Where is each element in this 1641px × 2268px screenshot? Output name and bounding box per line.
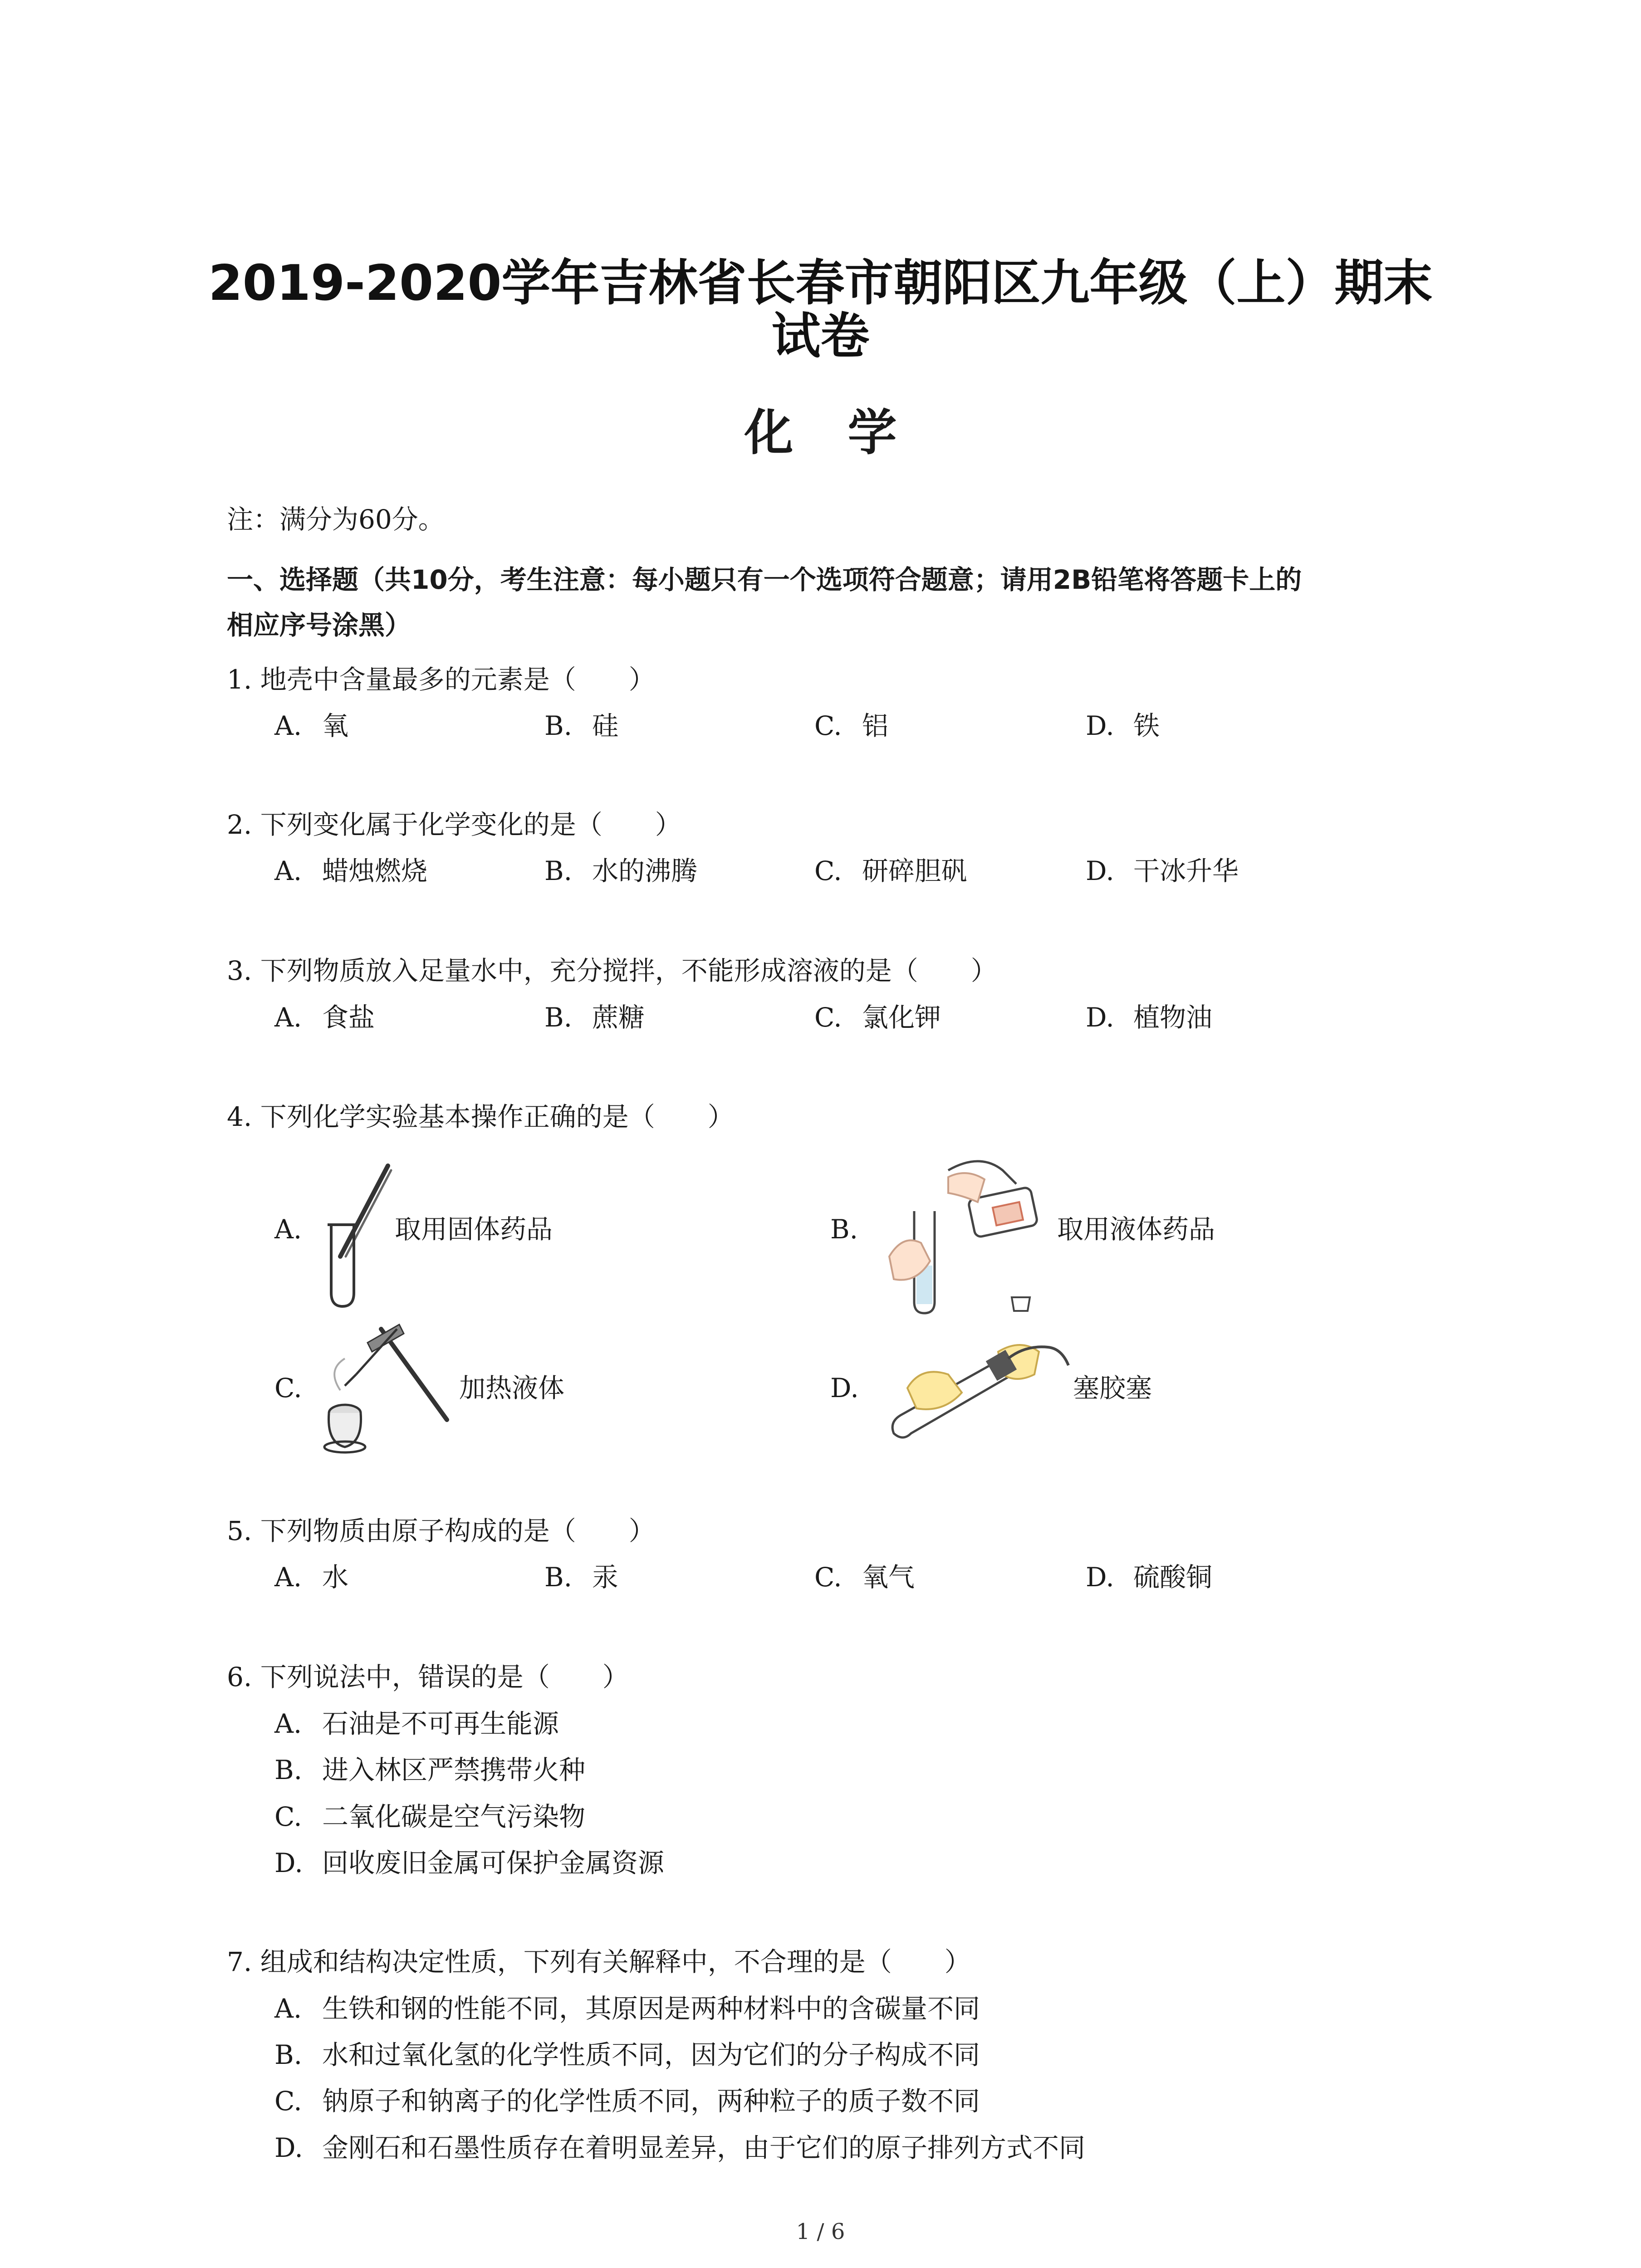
exam-title-line1: 2019-2020学年吉林省长春市朝阳区九年级（上）期末 xyxy=(208,255,1433,312)
option-text: 蜡烛燃烧 xyxy=(322,855,428,886)
q5-option-c[interactable] xyxy=(814,1559,915,1595)
option-letter: C. xyxy=(274,2086,302,2116)
option-letter: C. xyxy=(814,1562,842,1593)
option-letter: C. xyxy=(814,710,842,741)
option-text: 生铁和钢的性能不同，其原因是两种材料中的含碳量不同 xyxy=(322,1993,980,2024)
option-text: 水 xyxy=(322,1562,349,1593)
page-number: 1 / 6 xyxy=(796,2219,845,2244)
option-text: 植物油 xyxy=(1133,1002,1213,1033)
question-5-stem: 5. 下列物质由原子构成的是（ ） xyxy=(227,1515,655,1546)
option-text: 进入林区严禁携带火种 xyxy=(322,1755,586,1785)
q2-option-a[interactable] xyxy=(274,853,427,889)
inserting-stopper-icon xyxy=(889,1334,1075,1447)
option-letter: D. xyxy=(274,1848,303,1878)
question-1-stem: 1. 地壳中含量最多的元素是（ ） xyxy=(227,664,655,695)
option-letter: A. xyxy=(274,1708,302,1739)
option-letter: B. xyxy=(544,855,573,886)
q7-option-a[interactable] xyxy=(274,1990,980,2027)
q1-option-d[interactable] xyxy=(1086,708,1160,744)
q5-option-d[interactable] xyxy=(1086,1559,1212,1595)
option-letter: A. xyxy=(274,1002,302,1033)
question-6-stem: 6. 下列说法中，错误的是（ ） xyxy=(227,1662,629,1692)
q6-option-d[interactable] xyxy=(274,1845,664,1881)
option-text: 硫酸铜 xyxy=(1133,1562,1213,1593)
option-text: 蔗糖 xyxy=(592,1002,645,1033)
option-text: 硅 xyxy=(592,710,619,741)
option-letter: B. xyxy=(544,1562,573,1593)
option-letter: B. xyxy=(830,1214,858,1245)
option-letter: D. xyxy=(1086,855,1114,886)
option-letter: D. xyxy=(1086,1562,1114,1593)
option-letter: A. xyxy=(274,1214,302,1245)
q2-option-c[interactable] xyxy=(814,853,967,889)
pouring-liquid-icon xyxy=(880,1152,1062,1325)
section-heading-line1: 一、选择题（共10分，考生注意：每小题只有一个选项符合题意；请用2B铅笔将答题卡上的 xyxy=(227,564,1302,595)
q7-option-c[interactable] xyxy=(274,2083,980,2119)
option-letter: A. xyxy=(274,1993,302,2024)
q4-d-label: 塞胶塞 xyxy=(1073,1373,1152,1403)
q1-option-b[interactable] xyxy=(544,708,618,744)
option-text: 氧气 xyxy=(862,1562,915,1593)
q4-c-label: 加热液体 xyxy=(459,1373,565,1403)
q4-option-d[interactable] xyxy=(830,1370,878,1406)
option-letter: A. xyxy=(274,855,302,886)
option-letter: B. xyxy=(544,710,573,741)
option-letter: D. xyxy=(1086,1002,1114,1033)
score-note: 注：满分为60分。 xyxy=(227,504,445,535)
q6-option-a[interactable] xyxy=(274,1706,559,1742)
q3-option-a[interactable] xyxy=(274,999,375,1036)
q5-option-a[interactable] xyxy=(274,1559,348,1595)
option-letter: D. xyxy=(1086,710,1114,741)
section-heading-line2: 相应序号涂黑） xyxy=(227,610,411,640)
option-text: 铝 xyxy=(862,710,889,741)
q7-option-d[interactable] xyxy=(274,2130,1085,2166)
option-letter: C. xyxy=(274,1801,302,1832)
option-text: 钠原子和钠离子的化学性质不同，两种粒子的质子数不同 xyxy=(322,2086,980,2116)
q4-b-label: 取用液体药品 xyxy=(1057,1214,1215,1245)
option-text: 干冰升华 xyxy=(1133,855,1239,886)
q3-option-c[interactable] xyxy=(814,999,941,1036)
option-text: 二氧化碳是空气污染物 xyxy=(322,1801,586,1832)
question-2-stem: 2. 下列变化属于化学变化的是（ ） xyxy=(227,809,681,840)
q6-option-b[interactable] xyxy=(274,1752,585,1788)
option-letter: B. xyxy=(274,1755,303,1785)
option-text: 铁 xyxy=(1133,710,1160,741)
option-text: 氧 xyxy=(322,710,349,741)
question-4-stem: 4. 下列化学实验基本操作正确的是（ ） xyxy=(227,1101,734,1132)
option-letter: D. xyxy=(274,2132,303,2163)
option-text: 回收废旧金属可保护金属资源 xyxy=(322,1848,665,1878)
option-letter: A. xyxy=(274,1562,302,1593)
question-7-stem: 7. 组成和结构决定性质，下列有关解释中，不合理的是（ ） xyxy=(227,1946,971,1977)
option-letter: C. xyxy=(814,1002,842,1033)
option-letter: C. xyxy=(814,855,842,886)
option-text: 水和过氧化氢的化学性质不同，因为它们的分子构成不同 xyxy=(322,2039,980,2070)
q7-option-b[interactable] xyxy=(274,2037,980,2073)
option-letter: D. xyxy=(830,1373,859,1403)
subject-heading: 化学 xyxy=(744,405,951,461)
q4-a-label: 取用固体药品 xyxy=(395,1214,553,1245)
question-3-stem: 3. 下列物质放入足量水中，充分搅拌，不能形成溶液的是（ ） xyxy=(227,955,997,986)
exam-title-line2: 试卷 xyxy=(771,308,870,365)
q2-option-b[interactable] xyxy=(544,853,697,889)
option-letter: B. xyxy=(274,2039,303,2070)
option-letter: A. xyxy=(274,710,302,741)
q5-option-b[interactable] xyxy=(544,1559,618,1595)
option-letter: B. xyxy=(544,1002,573,1033)
option-text: 氯化钾 xyxy=(862,1002,941,1033)
q6-option-c[interactable] xyxy=(274,1799,585,1835)
test-tube-solid-icon xyxy=(313,1157,404,1311)
q1-option-c[interactable] xyxy=(814,708,888,744)
option-text: 汞 xyxy=(592,1562,619,1593)
q2-option-d[interactable] xyxy=(1086,853,1239,889)
q1-option-a[interactable] xyxy=(274,708,348,744)
option-text: 金刚石和石墨性质存在着明显差异，由于它们的原子排列方式不同 xyxy=(322,2132,1086,2163)
option-text: 石油是不可再生能源 xyxy=(322,1708,559,1739)
q4-option-b[interactable] xyxy=(830,1211,878,1247)
q3-option-d[interactable] xyxy=(1086,999,1212,1036)
option-text: 水的沸腾 xyxy=(592,855,698,886)
heating-liquid-icon xyxy=(313,1315,463,1456)
option-text: 研碎胆矾 xyxy=(862,855,968,886)
option-text: 食盐 xyxy=(322,1002,375,1033)
option-letter: C. xyxy=(274,1373,302,1403)
q3-option-b[interactable] xyxy=(544,999,645,1036)
